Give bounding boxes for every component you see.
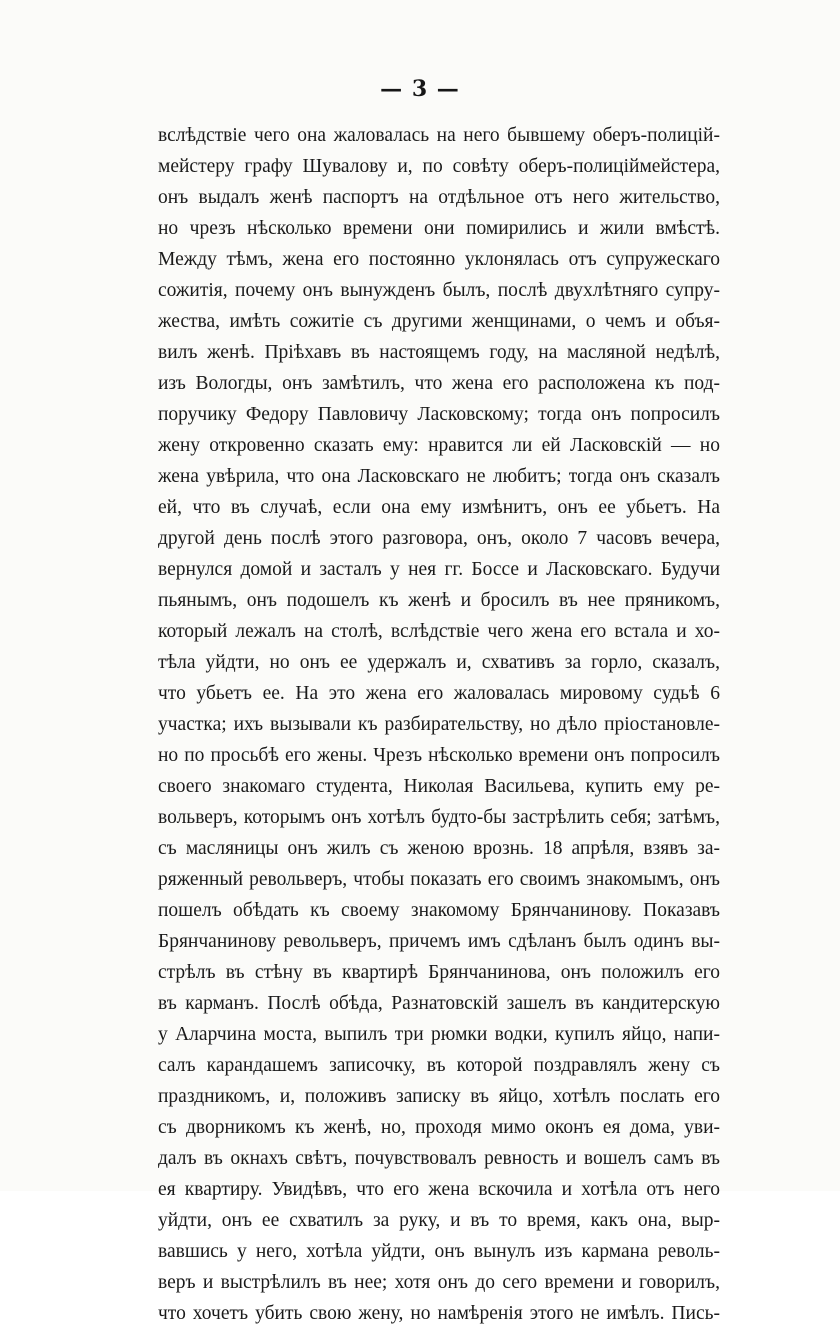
text-line: участка; ихъ вызывали къ разбирательству, но дѣло пріостановле- (158, 714, 720, 735)
text-line: поручику Федору Павловичу Ласковскому; тогда онъ попросилъ (158, 404, 720, 425)
text-line: что хочетъ убить свою жену, но намѣренія этого не имѣлъ. Пись- (158, 1303, 720, 1324)
text-line: другой день послѣ этого разговора, онъ, около 7 часовъ вечера, (158, 528, 720, 549)
text-line: у Аларчина моста, выпилъ три рюмки водки, купилъ яйцо, напи- (158, 1024, 720, 1045)
text-line: уйдти, онъ ее схватилъ за руку, и въ то время, какъ она, выр- (158, 1210, 720, 1231)
text-line: жена увѣрила, что она Ласковскаго не любитъ; тогда онъ сказалъ (158, 466, 720, 487)
text-line: своего знакомаго студента, Николая Васильева, купить ему ре- (158, 776, 720, 797)
text-line: стрѣлъ въ стѣну въ квартирѣ Брянчанинова, онъ положилъ его (158, 962, 720, 983)
text-line: изъ Вологды, онъ замѣтилъ, что жена его расположена къ под- (158, 373, 720, 394)
text-line: онъ выдалъ женѣ паспортъ на отдѣльное отъ него жительство, (158, 187, 720, 208)
text-line: салъ карандашемъ записочку, въ которой поздравлялъ жену съ (158, 1055, 720, 1076)
text-line: съ дворникомъ къ женѣ, но, проходя мимо оконъ ея дома, уви- (158, 1117, 720, 1138)
text-line: въ карманъ. Послѣ обѣда, Разнатовскій зашелъ въ кандитерскую (158, 993, 720, 1014)
text-line: но по просьбѣ его жены. Чрезъ нѣсколько времени онъ попросилъ (158, 745, 720, 766)
text-line: ей, что въ случаѣ, если она ему измѣнитъ, онъ ее убьетъ. На (158, 497, 720, 518)
text-line: жества, имѣть сожитіе съ другими женщинами, о чемъ и объя- (158, 311, 720, 332)
text-line: Брянчанинову револьверъ, причемъ имъ сдѣланъ былъ одинъ вы- (158, 931, 720, 952)
text-line: вавшись у него, хотѣла уйдти, онъ вынулъ изъ кармана револь- (158, 1241, 720, 1262)
text-line: который лежалъ на столѣ, вслѣдствіе чего жена его встала и хо- (158, 621, 720, 642)
text-line: далъ въ окнахъ свѣтъ, почувствовалъ ревность и вошелъ самъ въ (158, 1148, 720, 1169)
text-line: вернулся домой и засталъ у нея гг. Боссе и Ласковскаго. Будучи (158, 559, 720, 580)
page-number: — 3 — (380, 76, 460, 102)
text-line: ряженный револьверъ, чтобы показать его своимъ знакомымъ, онъ (158, 869, 720, 890)
text-line: Между тѣмъ, жена его постоянно уклонялась отъ супружескаго (158, 249, 720, 270)
text-line: вслѣдствіе чего она жаловалась на него бывшему оберъ-полицій- (158, 125, 720, 146)
text-line: сожитія, почему онъ вынужденъ былъ, послѣ двухлѣтняго супру- (158, 280, 720, 301)
text-line: ея квартиру. Увидѣвъ, что его жена вскочила и хотѣла отъ него (158, 1179, 720, 1200)
text-line: но чрезъ нѣсколько времени они помирились и жили вмѣстѣ. (158, 218, 720, 239)
body-text (158, 120, 720, 1329)
text-line: вилъ женѣ. Пріѣхавъ въ настоящемъ году, на масляной недѣлѣ, (158, 342, 720, 363)
text-line: пьянымъ, онъ подошелъ къ женѣ и бросилъ въ нее пряникомъ, (158, 590, 720, 611)
text-line: съ масляницы онъ жилъ съ женою врознь. 18 апрѣля, взявъ за- (158, 838, 720, 859)
text-line: что убьетъ ее. На это жена его жаловалась мировому судьѣ 6 (158, 683, 720, 704)
text-line: тѣла уйдти, но онъ ее удержалъ и, схвативъ за горло, сказалъ, (158, 652, 720, 673)
text-line: веръ и выстрѣлилъ въ нее; хотя онъ до сего времени и говорилъ, (158, 1272, 720, 1293)
text-line: жену откровенно сказать ему: нравится ли ей Ласковскій — но (158, 435, 720, 456)
text-line: праздникомъ, и, положивъ записку въ яйцо, хотѣлъ послать его (158, 1086, 720, 1107)
text-line: пошелъ обѣдать къ своему знакомому Брянчанинову. Показавъ (158, 900, 720, 921)
text-line: вольверъ, которымъ онъ хотѣлъ будто-бы застрѣлить себя; затѣмъ, (158, 807, 720, 828)
text-line: мейстеру графу Шувалову и, по совѣту оберъ-полиціймейстера, (158, 156, 720, 177)
